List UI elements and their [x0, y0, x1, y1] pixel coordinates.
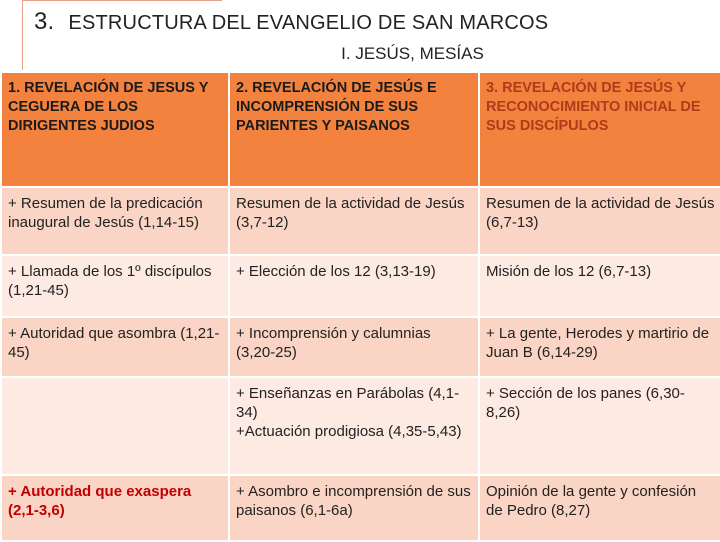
decorative-frame-horizontal — [22, 0, 222, 1]
cell-line: +Actuación prodigiosa (4,35-5,43) — [236, 423, 462, 440]
table-cell — [229, 377, 479, 475]
slide-subtitle: I. JESÚS, MESÍAS — [341, 44, 484, 63]
table-header-row — [1, 72, 720, 187]
column-header-3: 3. REVELACIÓN DE JESÚS Y RECONOCIMIENTO INICIAL DE SUS DISCÍPULOS — [479, 72, 720, 187]
table-cell: + Autoridad que asombra (1,21-45) — [1, 317, 229, 377]
cell-line: + Enseñanzas en Parábolas (4,1-34) — [236, 385, 460, 421]
table-row — [1, 475, 720, 541]
slide-number: 3. — [34, 8, 55, 35]
table-cell: Opinión de la gente y confesión de Pedro (8,27) — [479, 475, 720, 541]
table-cell: + Asombro e incomprensión de sus paisanos (6,1-6a) — [229, 475, 479, 541]
slide-title — [34, 8, 548, 36]
table-row — [1, 317, 720, 377]
column-header-2: 2. REVELACIÓN DE JESÚS E INCOMPRENSIÓN DE SUS PARIENTES Y PAISANOS — [229, 72, 479, 187]
column-header-1: 1. REVELACIÓN DE JESUS Y CEGUERA DE LOS DIRIGENTES JUDIOS — [1, 72, 229, 187]
table-cell: + Autoridad que exaspera (2,1-3,6) — [1, 475, 229, 541]
table-cell: Resumen de la actividad de Jesús (3,7-12) — [229, 187, 479, 255]
table-row — [1, 255, 720, 317]
table-cell: + Resumen de la predicación inaugural de Jesús (1,14-15) — [1, 187, 229, 255]
table-cell: + Incomprensión y calumnias (3,20-25) — [229, 317, 479, 377]
slide-title-text: ESTRUCTURA DEL EVANGELIO DE SAN MARCOS — [68, 12, 549, 34]
gospel-structure-table — [0, 71, 720, 542]
table-cell: + Llamada de los 1º discípulos (1,21-45) — [1, 255, 229, 317]
table-cell: + Elección de los 12 (3,13-19) — [229, 255, 479, 317]
table-cell — [1, 377, 229, 475]
table-row — [1, 187, 720, 255]
table-row — [1, 377, 720, 475]
table-cell: Resumen de la actividad de Jesús (6,7-13) — [479, 187, 720, 255]
table-cell: + La gente, Herodes y martirio de Juan B (6,14-29) — [479, 317, 720, 377]
table-cell: Misión de los 12 (6,7-13) — [479, 255, 720, 317]
table-cell: + Sección de los panes (6,30-8,26) — [479, 377, 720, 475]
